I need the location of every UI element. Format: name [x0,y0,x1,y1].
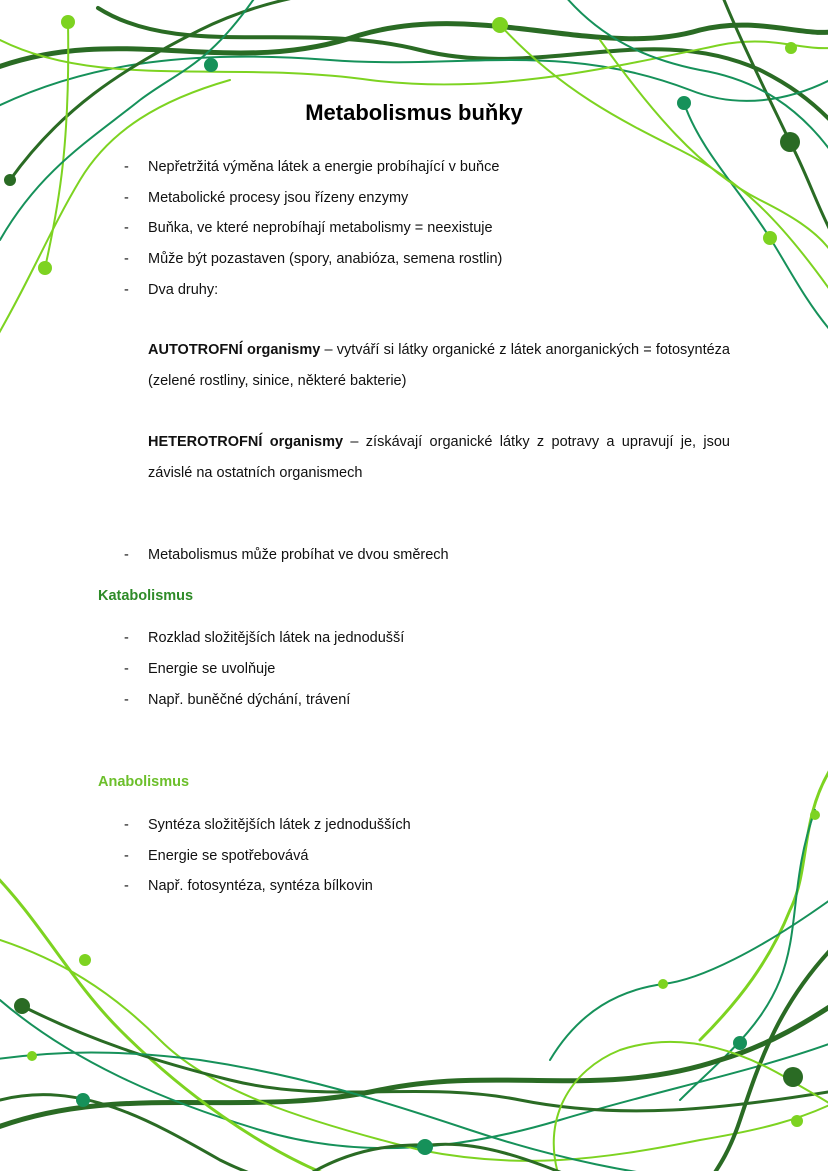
vine [500,25,828,290]
vine-bud [492,17,508,33]
bullet-dash: - [124,630,129,646]
vine-bud [791,1115,803,1127]
vine [0,1053,700,1171]
bullet-dash: - [124,878,129,894]
bullet-dash: - [124,661,129,677]
list-item-text: Může být pozastaven (spory, anabióza, semena rostlin) [148,251,503,267]
vine-bud [204,58,218,72]
vine [0,1000,828,1148]
autotrofni-term: AUTOTROFNÍ organismy [148,342,321,358]
list-item-text: Např. fotosyntéza, syntéza bílkovin [148,878,373,894]
vine-bud [785,42,797,54]
autotrofni-paragraph [148,335,730,397]
page-title: Metabolismus buňky [305,100,523,125]
bullet-dash: - [124,817,129,833]
vine [300,1144,580,1171]
bullet-dash: - [124,547,129,563]
list-item-text: Např. buněčné dýchání, trávení [148,692,351,708]
bullet-dash: - [124,220,129,236]
vine-bud [4,174,16,186]
heterotrofni-term: HETEROTROFNÍ organismy [148,434,344,450]
bullet-dash: - [124,692,129,708]
bullet-dash: - [124,282,129,298]
vine [22,1006,828,1111]
vine-bud [27,1051,37,1061]
vine-bud [763,231,777,245]
vine [10,0,340,180]
vine [684,103,828,330]
vine-bud [780,132,800,152]
bullet-dash: - [124,848,129,864]
heterotrofni-paragraph [148,427,730,489]
heterotrofni-description: – získávají organické látky z potravy a upravují je, jsou závislé na ostatních organismech [148,434,730,481]
list-item-text: Energie se uvolňuje [148,661,276,677]
list-item-text: Metabolismus může probíhat ve dvou směrech [148,547,449,563]
vine-bud [658,979,668,989]
vine [700,770,828,1040]
vine-bud [38,261,52,275]
autotrofni-description: – vytváří si látky organické z látek anorganických = fotosyntéza (zelené rostliny, sinice, některé bakterie) [148,342,730,389]
vine [680,810,815,1100]
list-item-text: Syntéza složitějších látek z jednodušších [148,817,411,833]
bullet-dash: - [124,251,129,267]
vine-bud [14,998,30,1014]
list-item-text: Rozklad složitějších látek na jednodušší [148,630,405,646]
vine-bud [733,1036,747,1050]
vine-bud [783,1067,803,1087]
katabolismus-heading: Katabolismus [98,588,194,604]
vine [550,900,828,1060]
vine-bud [417,1139,433,1155]
vine-bud [76,1093,90,1107]
vine-bud [79,954,91,966]
bullet-dash: - [124,190,129,206]
list-item-text: Nepřetržitá výměna látek a energie probíhající v buňce [148,159,500,175]
list-item-text: Metabolické procesy jsou řízeny enzymy [148,190,409,206]
anabolismus-heading: Anabolismus [98,774,190,790]
vine-bud [61,15,75,29]
list-item-text: Dva druhy: [148,282,219,298]
vine [554,1042,828,1171]
list-item-text: Buňka, ve které neprobíhají metabolismy = neexistuje [148,220,493,236]
bullet-dash: - [124,159,129,175]
vine-bud [810,810,820,820]
list-item-text: Energie se spotřebovává [148,848,309,864]
